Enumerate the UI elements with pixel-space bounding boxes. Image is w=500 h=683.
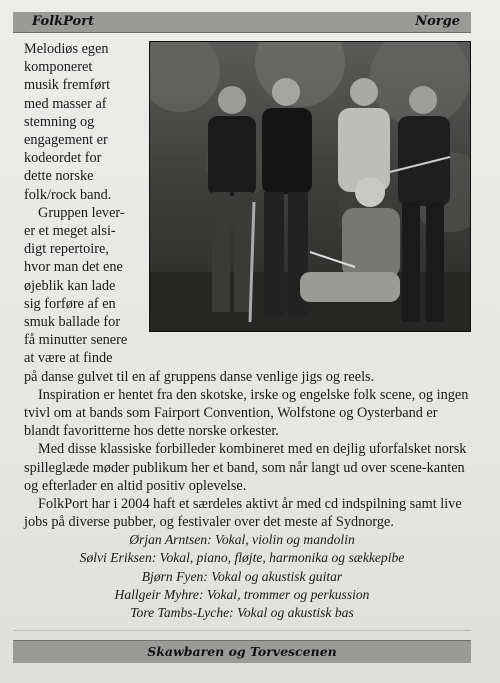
- paragraph-intro: [24, 40, 142, 204]
- text-line: er et meget alsi-: [24, 223, 116, 240]
- text-line: engagement er: [24, 132, 108, 149]
- text-line: Melodiøs egen: [24, 41, 109, 57]
- text-line: musik fremført: [24, 77, 111, 94]
- text-line: kodeordet for: [24, 150, 102, 167]
- paragraph-2004: FolkPort har i 2004 haft et særdeles aktivt år med cd indspilning samt live jobs på diverse pubber, og festivaler over det meste af Sydnorge.: [24, 496, 462, 531]
- member-line: Hallgeir Myhre: Vokal, trommer og perkussion: [114, 586, 370, 602]
- venue-label: Skawbaren og Torvescenen: [147, 644, 337, 659]
- header-bar: [13, 12, 471, 33]
- text-line: stemning og: [24, 113, 95, 130]
- text-line: hvor man det ene: [24, 259, 123, 276]
- text-line: øjeblik kan lade: [24, 277, 116, 294]
- paragraph-inspiration: Inspiration er hentet fra den skotske, irske og engelske folk scene, og ingen tvivl om at bands som Fairport Convention, Wolfstone og Oysterband er blandt favoritterne hos dette norske orkester.: [24, 386, 469, 440]
- text-line: digt repertoire,: [24, 241, 109, 258]
- text-line: komponeret: [24, 59, 93, 76]
- footer-bar: [13, 640, 471, 663]
- country-label: Norge: [415, 14, 460, 29]
- member-line: Sølvi Eriksen: Vokal, piano, fløjte, harmonika og sækkepibe: [79, 550, 405, 566]
- member-line: Bjørn Fyen: Vokal og akustisk guitar: [141, 568, 343, 584]
- paragraph-role-models: Med disse klassiske forbilleder kombineret med en dejlig uforfalsket norsk spilleglæde møder publikum her et band, som når langt ud over scene-kanten og efterlader en altid positiv oplevelse.: [24, 441, 467, 494]
- text-line: Gruppen lever-: [38, 204, 125, 221]
- text-line: at være at finde: [24, 350, 113, 367]
- divider: [13, 630, 471, 631]
- text-line: sig forføre af en: [24, 295, 116, 312]
- text-line: smuk ballade for: [24, 314, 121, 331]
- article-body: [24, 40, 470, 531]
- text-line: folk/rock band.: [24, 186, 112, 203]
- paragraph-repertoire-continued: på danse gulvet til en af gruppens danse venlige jigs og reels.: [24, 368, 375, 385]
- member-line: Ørjan Arntsen: Vokal, violin og mandolin: [129, 532, 355, 547]
- text-line: dette norske: [24, 168, 94, 185]
- member-line: Tore Tambs-Lyche: Vokal og akustisk bas: [130, 605, 354, 621]
- text-line: få minutter senere: [24, 332, 128, 349]
- band-members-list: [13, 531, 471, 622]
- band-name-heading: FolkPort: [32, 14, 95, 29]
- paragraph-repertoire: [24, 204, 142, 368]
- text-line: med masser af: [24, 95, 107, 112]
